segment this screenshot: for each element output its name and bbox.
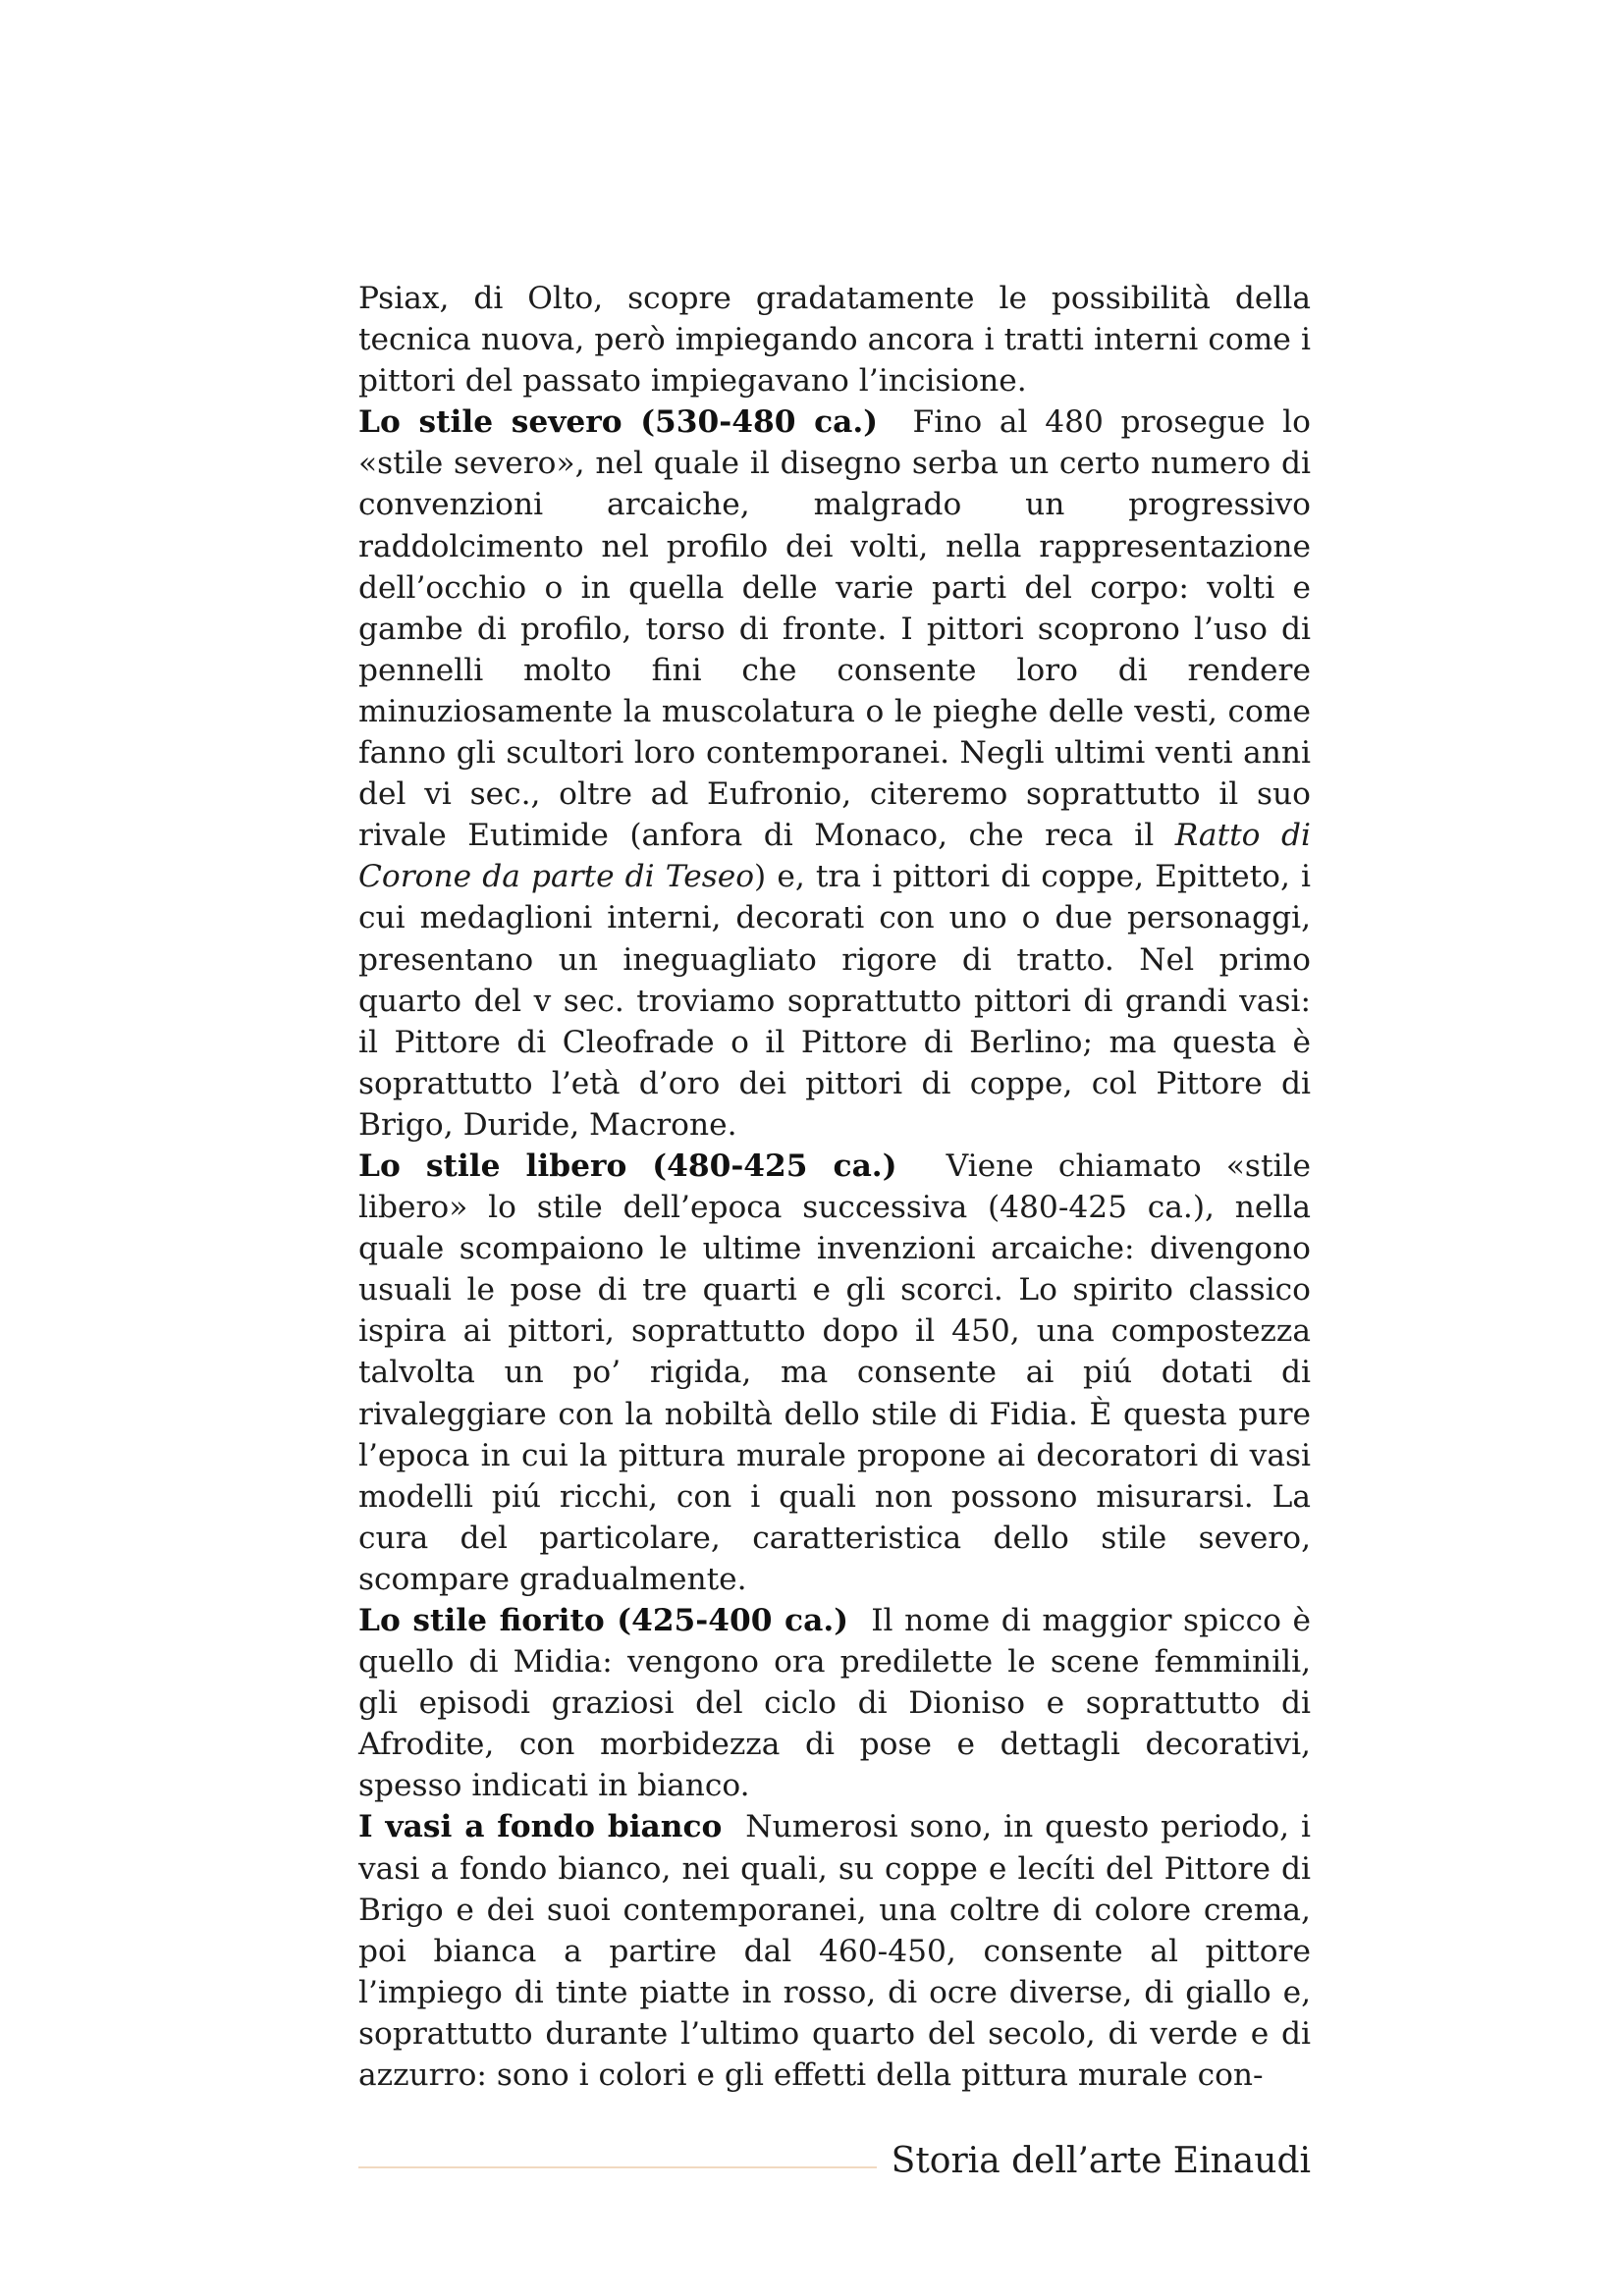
section-text-free: Viene chiamato «stile libero» lo stile dell’epoca successiva (480-425 ca.), nella quale scompaiono le ultime invenzioni arcaiche: divengono usuali le pose di tre quarti e gli scorci. Lo spirito classico ispira ai pittori, soprattutto dopo il 450, una compostezza talvolta un po’ rigida, ma consente ai piú dotati di rivaleggiare con la nobiltà dello stile di Fidia. È questa pure l’epoca in cui la pittura murale propone ai decoratori di vasi modelli piú ricchi, con i quali non possono misurarsi. La cura del particolare, caratteristica dello stile severo, scompare gradualmente. — [358, 1148, 1311, 1597]
section-text-white-ground: Numerosi sono, in questo periodo, i vasi a fondo bianco, nei quali, su coppe e lecíti del Pittore di Brigo e dei suoi contemporanei, una coltre di colore crema, poi bianca a partire dal 460-450, consente al pittore l’impiego di tinte piatte in rosso, di ocre diverse, di giallo e, soprattutto durante l’ultimo quarto del secolo, di verde e di azzurro: sono i colori e gli effetti della pittura murale con- — [358, 1809, 1311, 2094]
body-text — [358, 278, 1311, 2096]
section-heading-white-ground: I vasi a fondo bianco — [358, 1809, 723, 1845]
section-florid-style — [358, 1600, 1311, 1806]
section-heading-free: Lo stile libero (480-425 ca.) — [358, 1148, 897, 1184]
artwork-title: Ratto di Corone da parte di Teseo — [358, 818, 1311, 895]
section-text-severe-part2: ) e, tra i pittori di coppe, Epitteto, i cui medaglioni interni, decorati con uno o due personaggi, presentano un ineguagliato rigore di tratto. Nel primo quarto del v sec. troviamo soprattutto pittori di grandi vasi: il Pittore di Cleofrade o il Pittore di Berlino; ma questa è soprattutto l’età d’oro dei pittori di coppe, col Pittore di Brigo, Duride, Macrone. — [358, 859, 1311, 1143]
section-free-style — [358, 1146, 1311, 1600]
footer-divider — [358, 2166, 877, 2168]
section-severe-style — [358, 401, 1311, 1146]
footer-title: Storia dell’arte Einaudi — [891, 2141, 1311, 2181]
section-white-ground — [358, 1806, 1311, 2096]
section-heading-severe: Lo stile severo (530-480 ca.) — [358, 404, 879, 441]
section-text-florid: Il nome di maggior spicco è quello di Midia: vengono ora predilette le scene femminili, gli episodi graziosi del ciclo di Dioniso e soprattutto di Afrodite, con morbidezza di pose e dettagli decorativi, spesso indicati in bianco. — [358, 1603, 1311, 1804]
section-text-severe-part1: Fino al 480 prosegue lo «stile severo», nel quale il disegno serba un certo numero di convenzioni arcaiche, malgrado un progressivo raddolcimento nel profilo dei volti, nella rappresentazione dell’occhio o in quella delle varie parti del corpo: volti e gambe di profilo, torso di fronte. I pittori scoprono l’uso di pennelli molto fini che consente loro di rendere minuziosamente la muscolatura o le pieghe delle vesti, come fanno gli scultori loro contemporanei. Negli ultimi venti anni del vi sec., oltre ad Eufronio, citeremo soprattutto il suo rivale Eutimide (anfora di Monaco, che reca il — [358, 404, 1311, 854]
section-heading-florid: Lo stile fiorito (425-400 ca.) — [358, 1603, 848, 1638]
intro-paragraph: Psiax, di Olto, scopre gradatamente le possibilità della tecnica nuova, però impiegando ancora i tratti interni come i pittori del passato impiegavano l’incisione. — [358, 281, 1311, 400]
